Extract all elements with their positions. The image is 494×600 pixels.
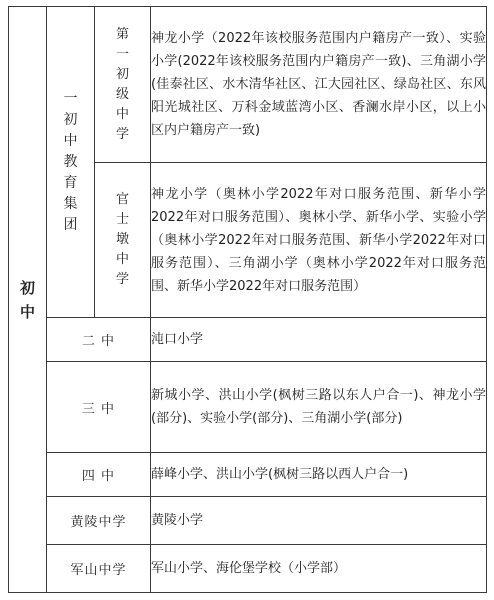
area-cell: 神龙小学（2022年该校服务范围内户籍房产一致）、实验小学(2022年该校服务范围内户籍房产一致)、三角湖小学(佳泰社区、水木清华社区、江大园社区、绿岛社区、东风阳光城社区、万科金域蓝湾小区、香澜水岸小区，以上小区内户籍房产一致) (151, 7, 487, 163)
group-label: 一初中教育集团 (63, 90, 78, 233)
school-cell: 四 中 (47, 453, 151, 497)
area-cell: 神龙小学（奥林小学2022年对口服务范围、新华小学2022年对口服务范围）、奥林小学、新华小学、实验小学（奥林小学2022年对口服务范围、新华小学2022年对口服务范围）、三角湖小学（奥林小学2022年对口服务范围、新华小学2022年对口服务范围） (151, 163, 487, 318)
school-district-table (8, 6, 487, 593)
area-cell: 军山小学、海伦堡学校（小学部） (151, 545, 487, 593)
table-row (9, 497, 487, 545)
table-row (9, 7, 487, 163)
school-cell: 军山中学 (47, 545, 151, 593)
area-cell: 新城小学、洪山小学(枫树三路以东人户合一)、神龙小学(部分)、实验小学(部分)、三角湖小学(部分) (151, 362, 487, 453)
area-cell: 沌口小学 (151, 318, 487, 362)
school-cell: 黄陵中学 (47, 497, 151, 545)
campus-label: 官士墩中学 (115, 192, 129, 287)
table-row (9, 453, 487, 497)
area-cell: 薛峰小学、洪山小学(枫树三路以西人户合一) (151, 453, 487, 497)
table-row (9, 362, 487, 453)
school-cell: 二 中 (47, 318, 151, 362)
campus-cell (95, 163, 151, 318)
school-cell: 三 中 (47, 362, 151, 453)
level-label: 初中 (19, 278, 35, 321)
group-cell (47, 7, 95, 318)
level-cell (9, 7, 47, 593)
area-cell: 黄陵小学 (151, 497, 487, 545)
campus-label: 第一初级中学 (115, 26, 129, 142)
table-row (9, 545, 487, 593)
table-row (9, 318, 487, 362)
campus-cell (95, 7, 151, 163)
